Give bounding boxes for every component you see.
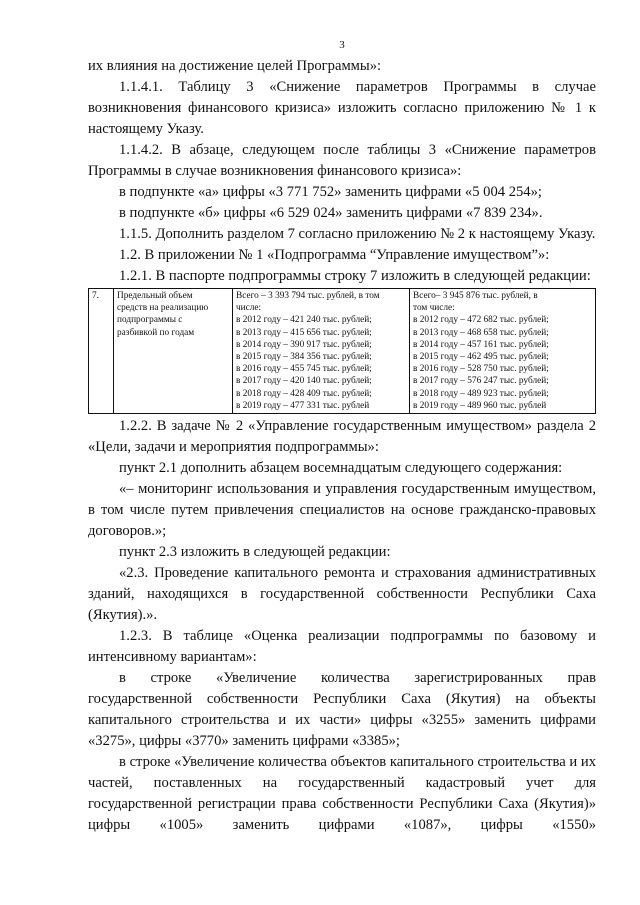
old-value-line: в 2012 году – 421 240 тыс. рублей;: [236, 315, 372, 326]
paragraph-row-cadastral: в строке «Увеличение количества объектов капитального строительства и их частей, поставленных на государственный кадастровый учет для государственной регистрации права собственности Республики Саха (Якутия)» цифры «1005» заменить цифрами «1087», цифры «1550»: [88, 754, 596, 834]
document-body: [88, 56, 596, 836]
new-value-line: в 2018 году – 489 923 тыс. рублей;: [413, 388, 549, 399]
old-value-line: в 2013 году – 415 656 тыс. рублей;: [236, 327, 372, 338]
paragraph-1-2-1: 1.2.1. В паспорте подпрограммы строку 7 изложить в следующей редакции:: [119, 268, 591, 284]
old-value-line: Всего – 3 393 794 тыс. рублей, в том: [236, 291, 380, 301]
new-value-line: Всего– 3 945 876 тыс. рублей, в: [413, 291, 538, 301]
row-number-cell: 7.: [89, 289, 114, 414]
new-value-line: в 2013 году – 468 658 тыс. рублей;: [413, 327, 549, 338]
new-value-line: в 2017 году – 576 247 тыс. рублей;: [413, 376, 549, 387]
paragraph-1-1-4-1: 1.1.4.1. Таблицу 3 «Снижение параметров Программы в случае возникновения финансового кризиса» изложить согласно приложению № 1 к настоящему Указу.: [88, 79, 596, 137]
paragraph-1-2: 1.2. В приложении № 1 «Подпрограмма “Управление имуществом”»:: [119, 247, 550, 263]
paragraph-continuation: их влияния на достижение целей Программы»:: [88, 58, 382, 74]
paragraph-item-2-1: пункт 2.1 дополнить абзацем восемнадцатым следующего содержания:: [119, 460, 563, 477]
label-line: подпрограммы с: [117, 315, 183, 326]
paragraph-1-2-3: 1.2.3. В таблице «Оценка реализации подпрограммы по базовому и интенсивному вариантам»:: [88, 628, 596, 666]
new-values-cell: [410, 289, 596, 414]
old-value-line: в 2019 году – 477 331 тыс. рублей: [236, 400, 370, 411]
new-value-line: в 2016 году – 528 750 тыс. рублей;: [413, 364, 549, 375]
passport-table: [88, 288, 596, 414]
paragraph-1-1-5: 1.1.5. Дополнить разделом 7 согласно приложению № 2 к настоящему Указу.: [119, 226, 596, 242]
paragraph-item-2-3: пункт 2.3 изложить в следующей редакции:: [119, 544, 391, 561]
paragraph-1-1-4-2: 1.1.4.2. В абзаце, следующем после таблицы 3 «Снижение параметров Программы в случае возникновения финансового кризиса»:: [88, 142, 596, 179]
paragraph-1-2-2: 1.2.2. В задаче № 2 «Управление государственным имуществом» раздела 2 «Цели, задачи и мероприятия подпрограммы»:: [88, 418, 596, 456]
label-line: разбивкой по годам: [117, 327, 195, 338]
paragraph-quote-2-3: «2.3. Проведение капитального ремонта и страхования административных зданий, находящихся в государственной собственности Республики Саха (Якутия).».: [88, 565, 596, 624]
label-cell: [114, 289, 233, 414]
old-values-cell: [233, 289, 410, 414]
old-value-line: числе:: [236, 303, 262, 314]
page-number: 3: [339, 39, 345, 51]
old-value-line: в 2016 году – 455 745 тыс. рублей;: [236, 364, 372, 375]
new-value-line: в 2012 году – 472 682 тыс. рублей;: [413, 315, 549, 326]
new-value-line: в 2015 году – 462 495 тыс. рублей;: [413, 352, 549, 363]
paragraph-subitem-b: в подпункте «б» цифры «6 529 024» заменить цифрами «7 839 234».: [119, 205, 543, 221]
new-value-line: том числе:: [413, 303, 455, 314]
new-value-line: в 2019 году – 489 960 тыс. рублей: [413, 400, 547, 411]
old-value-line: в 2017 году – 420 140 тыс. рублей;: [236, 376, 372, 387]
paragraph-row-registered-rights: в строке «Увеличение количества зарегистрированных прав государственной собственности Республики Саха (Якутия) на объекты капитального строительства и их части» цифры «3255» заменить цифрами «3275», цифры «3770» заменить цифрами «3385»;: [88, 670, 596, 750]
label-line: средств на реализацию: [117, 303, 209, 314]
old-value-line: в 2015 году – 384 356 тыс. рублей;: [236, 352, 372, 363]
paragraph-quote-monitoring: «– мониторинг использования и управления государственным имуществом, в том числе путем привлечения специалистов на основе гражданско-правовых договоров.»;: [88, 481, 596, 540]
old-value-line: в 2014 году – 390 917 тыс. рублей;: [236, 339, 372, 350]
table-row: [89, 289, 596, 414]
new-value-line: в 2014 году – 457 161 тыс. рублей;: [413, 339, 549, 350]
old-value-line: в 2018 году – 428 409 тыс. рублей;: [236, 388, 372, 399]
label-line: Предельный объем: [117, 291, 193, 301]
paragraph-subitem-a: в подпункте «а» цифры «3 771 752» заменить цифрами «5 004 254»;: [119, 184, 542, 200]
